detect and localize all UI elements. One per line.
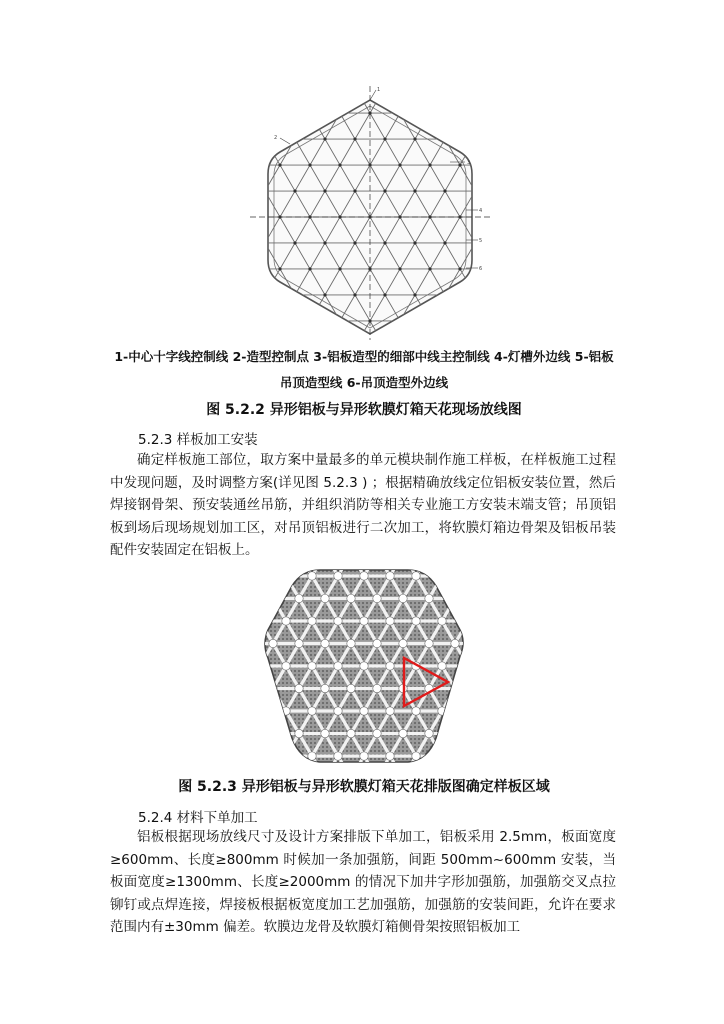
lattice-node	[383, 85, 386, 88]
lattice-node	[338, 111, 341, 114]
panel-node	[425, 594, 433, 602]
panel-node	[464, 752, 470, 760]
panel-node	[321, 594, 329, 602]
callout-3: 3	[467, 160, 471, 166]
panel-node	[464, 707, 470, 715]
lattice-node	[308, 267, 311, 270]
panel-node	[425, 729, 433, 737]
callout-6: 6	[479, 266, 483, 272]
lattice-node	[458, 267, 461, 270]
lattice-node	[263, 241, 266, 244]
lattice-node	[323, 293, 326, 296]
lattice-node	[458, 163, 461, 166]
panel-node	[399, 594, 407, 602]
lattice-node	[353, 137, 356, 140]
section-523-body: 确定样板施工部位，取方案中量最多的单元模块制作施工样板，在样板施工过程中发现问题，及时调整方案(详见图 5.2.3 ) ；根据精确放线定位铝板安装位置，然后焊接钢骨架、预安装通丝吊筋，并组织消防等相关专业施工方安装末端支管；吊顶铝板到场后现场规划加工区，对吊顶铝板进行二次加工，将软膜灯箱边骨架及铝板吊装配件安装固定在铝板上。	[110, 452, 616, 558]
panel-node	[360, 707, 368, 715]
panel-node	[399, 639, 407, 647]
panel-node	[269, 639, 277, 647]
panel-node	[295, 639, 303, 647]
panel-node	[412, 707, 420, 715]
lattice-node	[443, 137, 446, 140]
lattice-node	[413, 189, 416, 192]
panel-node	[425, 639, 433, 647]
lattice-node	[413, 137, 416, 140]
panel-node	[386, 707, 394, 715]
callout-2: 2	[274, 135, 278, 141]
panel-node	[347, 729, 355, 737]
panel-node	[308, 617, 316, 625]
lattice-node	[263, 137, 266, 140]
lattice-node	[398, 319, 401, 322]
panel-layout-figure	[258, 566, 470, 766]
lattice-node	[263, 293, 266, 296]
lattice-node	[428, 267, 431, 270]
lattice-node	[293, 241, 296, 244]
lattice-node	[293, 85, 296, 88]
lattice-node	[323, 241, 326, 244]
lattice-node	[338, 319, 341, 322]
panel-node	[282, 617, 290, 625]
lattice-node	[398, 111, 401, 114]
panel-node	[308, 707, 316, 715]
lattice-node	[323, 189, 326, 192]
panel-node	[386, 572, 394, 580]
lattice-node	[278, 267, 281, 270]
lattice-node	[338, 163, 341, 166]
lattice-node	[308, 319, 311, 322]
lattice-node	[278, 163, 281, 166]
panel-node	[347, 594, 355, 602]
lattice-node	[473, 85, 476, 88]
panel-node	[373, 729, 381, 737]
panel-node	[451, 729, 459, 737]
lattice-node	[413, 85, 416, 88]
panel-node	[347, 684, 355, 692]
lattice-node	[383, 189, 386, 192]
lattice-node	[353, 85, 356, 88]
figure1-legend-line1: 1-中心十字线控制线 2-造型控制点 3-铝板造型的细部中线主控制线 4-灯槽外边线 5-铝板	[114, 349, 614, 364]
lattice-node	[458, 111, 461, 114]
lattice-node	[383, 137, 386, 140]
lattice-node	[473, 189, 476, 192]
panel-node	[412, 572, 420, 580]
panel-node	[269, 729, 277, 737]
panel-node	[347, 639, 355, 647]
lattice-node	[488, 163, 490, 166]
panel-node	[308, 662, 316, 670]
panel-node	[295, 684, 303, 692]
panel-node	[258, 707, 264, 715]
panel-node	[334, 752, 342, 760]
panel-node	[438, 752, 446, 760]
lattice-node	[338, 267, 341, 270]
layout-drawing-figure	[250, 82, 490, 340]
lattice-node	[250, 111, 252, 114]
lattice-node	[488, 111, 490, 114]
lattice-node	[308, 111, 311, 114]
panel-node	[438, 617, 446, 625]
lattice-node	[263, 85, 266, 88]
lattice-node	[413, 293, 416, 296]
lattice-node	[443, 241, 446, 244]
lattice-node	[488, 319, 490, 322]
panel-node	[258, 617, 264, 625]
panel-node	[438, 662, 446, 670]
panel-node	[399, 729, 407, 737]
panel-node	[258, 752, 264, 760]
panel-node	[282, 572, 290, 580]
lattice-node	[323, 85, 326, 88]
panel-node	[321, 639, 329, 647]
lattice-node	[353, 189, 356, 192]
section-524-body: 铝板根据现场放线尺寸及设计方案排版下单加工，铝板采用 2.5mm，板面宽度≥600mm、长度≥800mm 时候加一条加强筋，间距 500mm~600mm 安装，当板面宽度≥1300mm、长度≥2000mm 的情况下加井字形加强筋，加强筋交叉点拉铆钉或点焊连接，焊接板根据板宽度加工艺加强筋，加强筋的安装间距，允许在要求范围内有±30mm 偏差。软膜边龙骨及软膜灯箱侧骨架按照铝板加工	[110, 829, 616, 935]
panel-node	[386, 752, 394, 760]
panel-node	[373, 594, 381, 602]
lattice-node	[250, 163, 252, 166]
panel-node	[282, 752, 290, 760]
section-524-heading: 5.2.4 材料下单加工	[138, 810, 258, 826]
callout-1: 1	[377, 87, 381, 93]
lattice-node	[443, 85, 446, 88]
lattice-node	[398, 267, 401, 270]
panel-node	[334, 662, 342, 670]
panel-node	[373, 639, 381, 647]
lattice-node	[473, 137, 476, 140]
lattice-node	[263, 189, 266, 192]
panel-node	[464, 617, 470, 625]
figure2-caption: 图 5.2.3 异形铝板与异形软膜灯箱天花排版图确定样板区域	[178, 779, 550, 795]
panel-node	[269, 594, 277, 602]
panel-node	[295, 594, 303, 602]
panel-node	[451, 639, 459, 647]
panel-node	[360, 572, 368, 580]
figure1-caption: 图 5.2.2 异形铝板与异形软膜灯箱天花现场放线图	[206, 402, 522, 418]
lattice-node	[293, 293, 296, 296]
callout-4: 4	[479, 208, 483, 214]
lattice-node	[473, 293, 476, 296]
panel-node	[360, 662, 368, 670]
lattice-node	[293, 137, 296, 140]
lattice-node	[353, 293, 356, 296]
panel-node	[412, 617, 420, 625]
panel-node	[334, 572, 342, 580]
lattice-node	[383, 241, 386, 244]
panel-node	[295, 729, 303, 737]
lattice-node	[278, 319, 281, 322]
panel-node	[360, 752, 368, 760]
panel-node	[258, 662, 264, 670]
lattice-node	[308, 163, 311, 166]
callout-5: 5	[479, 238, 483, 244]
panel-node	[282, 707, 290, 715]
lattice-node	[428, 163, 431, 166]
lattice-node	[250, 267, 252, 270]
panel-node	[258, 572, 264, 580]
panel-node	[334, 707, 342, 715]
section-523-heading: 5.2.3 样板加工安装	[138, 432, 258, 448]
lattice-node	[413, 241, 416, 244]
panel-node	[438, 572, 446, 580]
panel-node	[308, 572, 316, 580]
lattice-node	[353, 241, 356, 244]
lattice-node	[458, 319, 461, 322]
lattice-node	[278, 111, 281, 114]
panel-node	[360, 617, 368, 625]
panel-node	[451, 594, 459, 602]
panel-node	[464, 662, 470, 670]
lattice-node	[398, 163, 401, 166]
panel-node	[334, 617, 342, 625]
panel-node	[464, 572, 470, 580]
panel-node	[321, 729, 329, 737]
lattice-node	[383, 293, 386, 296]
lattice-node	[443, 189, 446, 192]
lattice-node	[443, 293, 446, 296]
panel-node	[282, 662, 290, 670]
lattice-node	[428, 319, 431, 322]
panel-node	[386, 662, 394, 670]
figure1-legend-line2: 吊顶造型线 6-吊顶造型外边线	[279, 375, 449, 390]
panel-node	[321, 684, 329, 692]
lattice-node	[488, 267, 490, 270]
lattice-node	[293, 189, 296, 192]
panel-node	[386, 617, 394, 625]
lattice-node	[473, 241, 476, 244]
panel-node	[373, 684, 381, 692]
lattice-node	[323, 137, 326, 140]
lattice-node	[428, 111, 431, 114]
lattice-node	[250, 319, 252, 322]
